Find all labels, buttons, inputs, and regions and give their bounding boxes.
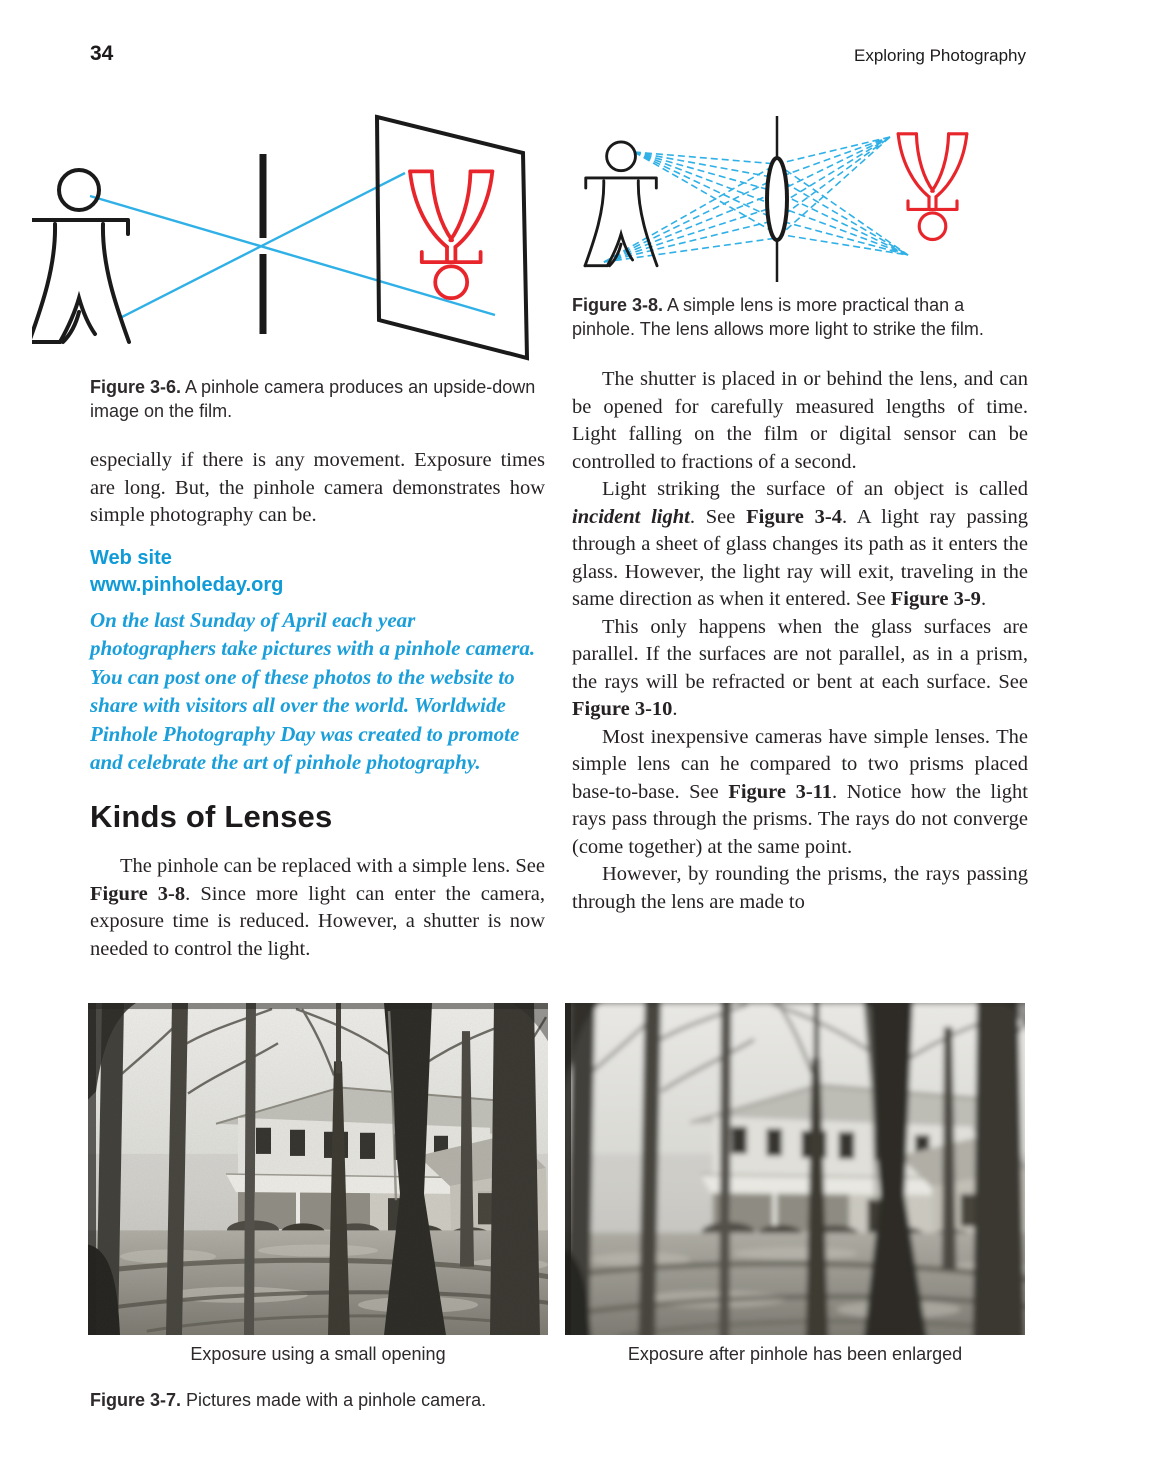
pinhole-day-note: On the last Sunday of April each year photographers take pictures with a pinhole camera. You can post one of these photos to the website to share with visitors all over the world. Worldwide Pinhole Photography Day was created to promote and celebrate the art of pinhole photography.: [90, 607, 536, 775]
pinhole-photo-small-opening: [88, 1003, 548, 1365]
paragraph-rounding-prisms: However, by rounding the prisms, the rays passing through the lens are made to: [572, 863, 1028, 913]
figure-3-6-diagram: [32, 108, 532, 366]
figure-3-8-diagram: [572, 108, 1028, 290]
paragraph-lenses: The pinhole can be replaced with a simple lens. See Figure 3-8. Since more light can enter the camera, exposure time is reduced. However, a shutter is now needed to control the light.: [90, 855, 545, 960]
figure-3-8-caption: Figure 3-8. A simple lens is more practical than a pinhole. The lens allows more light to strike the film.: [572, 295, 984, 339]
paragraph-parallel-surfaces: This only happens when the glass surfaces are parallel. If the surfaces are not parallel, as in a prism, the rays will be refracted or bent at each surface. See Figure 3-10.: [572, 615, 1028, 720]
left-column: [90, 108, 545, 963]
subject-figure-icon: [32, 170, 129, 342]
figure-3-6-caption: Figure 3-6. A pinhole camera produces an upside-down image on the film.: [90, 377, 536, 421]
right-column: [572, 108, 1028, 916]
inverted-image-icon: [898, 134, 967, 240]
running-title: Exploring Photography: [853, 46, 1026, 65]
website-url: www.pinholeday.org: [90, 573, 284, 596]
photo-blurred: [565, 1003, 1025, 1335]
pinhole-photo-enlarged: [565, 1003, 1025, 1365]
subject-figure-icon: [585, 142, 657, 266]
photo-sharp: [88, 1003, 548, 1335]
paragraph-simple-lenses: Most inexpensive cameras have simple lenses. The simple lens can he compared to two prisms placed base-to-base. See Figure 3-11. Notice how the light rays pass through the prisms. The rays do not converge (come together) at the same point.: [572, 725, 1028, 858]
website-callout: [90, 545, 545, 599]
paragraph-exposure: especially if there is any movement. Exposure times are long. But, the pinhole camera demonstrates how simple photography can be.: [90, 449, 545, 526]
photo-caption-right: Exposure after pinhole has been enlarged: [627, 1344, 963, 1364]
lens-icon: [767, 158, 787, 240]
section-heading: Kinds of Lenses: [90, 799, 333, 835]
website-label: Web site: [90, 546, 172, 569]
paragraph-incident-light: Light striking the surface of an object is called incident light. See Figure 3-4. A light ray passing through a sheet of glass changes its path as it enters the glass. However, the light ray will exit, traveling in the same direction as when it entered. See Figure 3-9.: [572, 478, 1028, 610]
right-column-text: [572, 366, 1028, 916]
page-number: 34: [90, 42, 114, 65]
figure-3-7-photos: [88, 1003, 1025, 1365]
inverted-image-icon: [410, 171, 492, 298]
photo-caption-left: Exposure using a small opening: [190, 1344, 446, 1364]
figure-3-7-caption: Figure 3-7. Pictures made with a pinhole camera.: [90, 1390, 487, 1410]
paragraph-shutter: The shutter is placed in or behind the lens, and can be opened for carefully measured lengths of time. Light falling on the film or digital sensor can be controlled to fractions of a second.: [572, 368, 1028, 473]
